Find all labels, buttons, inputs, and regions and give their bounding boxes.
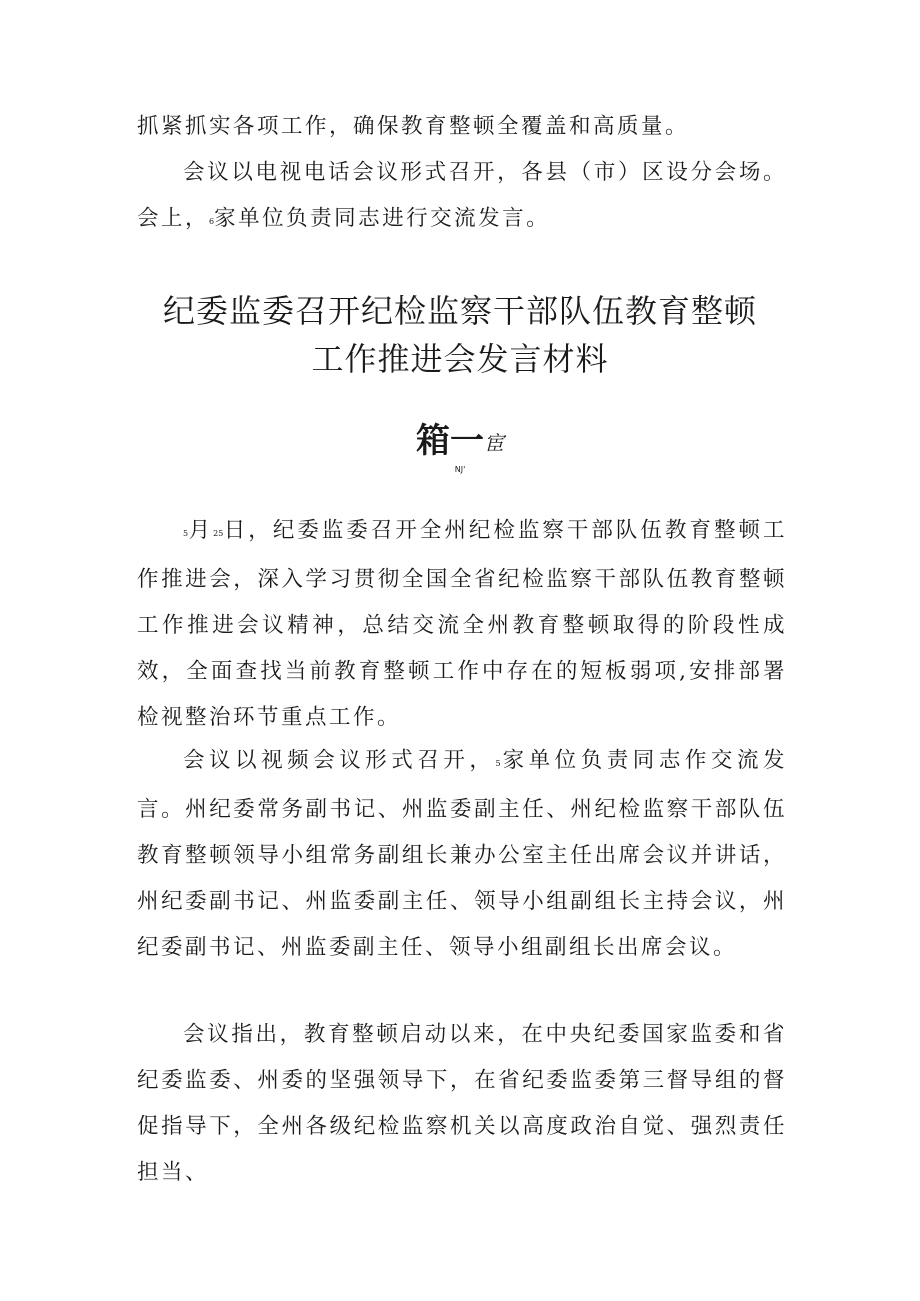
chapter-heading — [360, 418, 560, 466]
body-paragraph-2 — [137, 738, 787, 971]
chapter-heading-glyph: 宦 — [484, 431, 504, 455]
document-title-line-1: 纪委监委召开纪检监察干部队伍教育整顿 — [162, 292, 757, 330]
body-paragraph-2-text-a: 会议以视频会议形式召开， — [183, 748, 496, 773]
chapter-subscript: NJ' — [454, 465, 466, 474]
body-paragraph-2-number: 5 — [495, 759, 501, 768]
intro-paragraph-number: 6 — [209, 217, 215, 226]
body-paragraph-1-text-a: 月 — [188, 518, 214, 543]
body-paragraph-1-month: 5 — [183, 529, 189, 538]
body-paragraph-2-text-b: 家单位负责同志作交流发言。州纪委常务副书记、州监委副主任、州纪检监察干部队伍教育整顿领导小组常务副组长兼办公室主任出席会议并讲话，州纪委副书记、州监委副主任、领导小组副组长主持会议，州纪委副书记、州监委副主任、领导小组副组长出席会议。 — [137, 748, 787, 960]
intro-text: 抓紧抓实各项工作，确保教育整顿全覆盖和高质量。 — [137, 114, 690, 139]
intro-paragraph-text-a: 会议以电视电话会议形式召开，各县（市）区设分会场。会上， — [137, 160, 787, 231]
intro-line — [137, 104, 787, 150]
document-title-line-2: 工作推进会发言材料 — [311, 340, 609, 378]
body-paragraph-3 — [137, 1012, 787, 1196]
body-paragraph-1 — [137, 508, 787, 741]
chapter-heading-text: 箱一 — [416, 421, 484, 461]
intro-paragraph — [137, 150, 787, 245]
body-paragraph-1-text-b: 日，纪委监委召开全州纪检监察干部队伍教育整顿工作推进会，深入学习贯彻全国全省纪检监察干部队伍教育整顿工作推进会议精神，总结交流全州教育整顿取得的阶段性成效，全面查找当前教育整顿工作中存在的短板弱项,安排部署检视整治环节重点工作。 — [137, 518, 787, 730]
intro-paragraph-text-b: 家单位负责同志进行交流发言。 — [214, 206, 551, 231]
body-paragraph-3-text: 会议指出，教育整顿启动以来，在中央纪委国家监委和省纪委监委、州委的坚强领导下，在省纪委监委第三督导组的督促指导下，全州各级纪检监察机关以高度政治自觉、强烈责任担当、 — [137, 1022, 787, 1185]
body-paragraph-1-day: 25 — [213, 529, 224, 538]
